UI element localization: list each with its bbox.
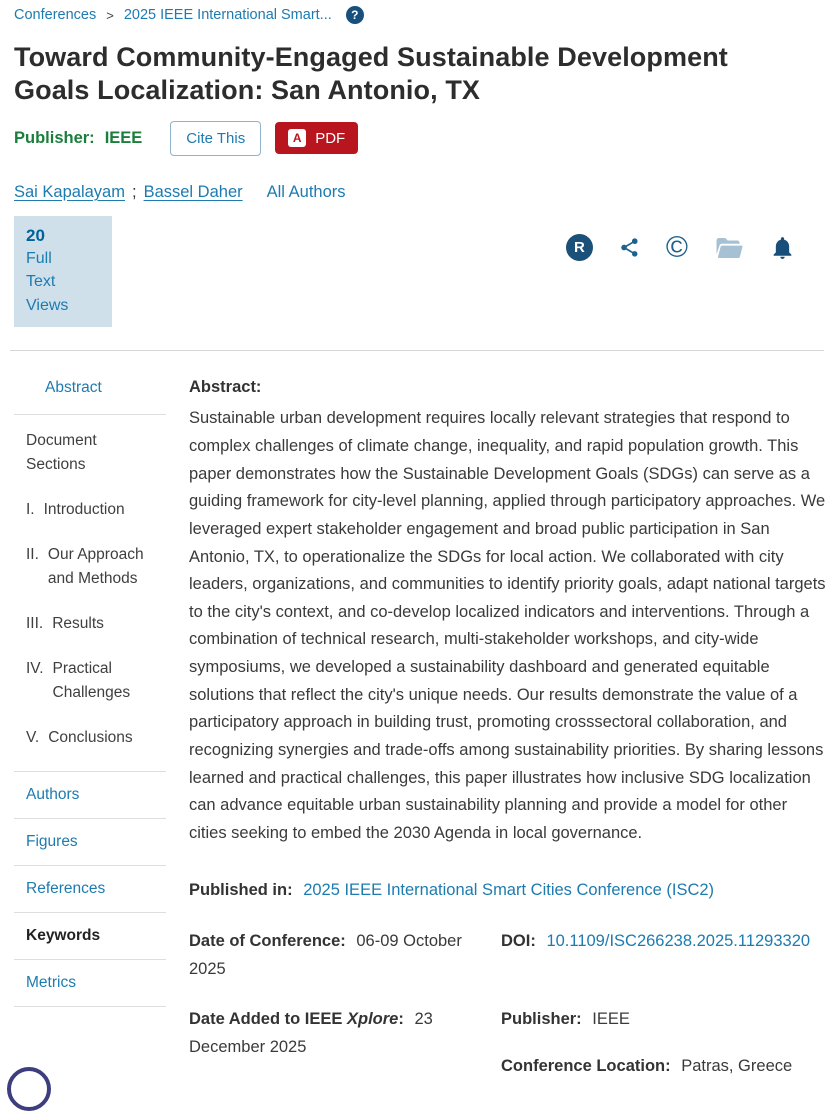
document-main xyxy=(14,351,826,1080)
document-sidebar xyxy=(14,351,166,1080)
bell-icon[interactable] xyxy=(770,235,795,260)
author-link-1[interactable]: Sai Kapalayam xyxy=(14,182,125,201)
section-label: Our Approach and Methods xyxy=(47,545,144,587)
publisher-bar xyxy=(14,121,819,156)
document-action-icons xyxy=(566,230,795,264)
pdf-icon: A xyxy=(288,129,306,147)
page-title: Toward Community-Engaged Sustainable Development Goals Localization: San Antonio, TX xyxy=(14,42,728,105)
date-added-value: 23 December 2025 xyxy=(189,1010,433,1056)
cite-this-button[interactable]: Cite This xyxy=(170,121,261,156)
full-text-views-count: 20 xyxy=(26,225,45,245)
document-sections-heading: Document Sections xyxy=(26,432,97,473)
sidebar-section-introduction[interactable] xyxy=(26,498,166,522)
copyright-icon[interactable]: © xyxy=(665,230,688,264)
folder-icon[interactable] xyxy=(714,233,744,263)
publisher-location-stack xyxy=(501,1006,829,1080)
sidebar-section-our-approach-and-methods[interactable] xyxy=(26,543,166,591)
abstract-heading: Abstract: xyxy=(189,378,262,397)
sidebar-item-abstract-wrap xyxy=(14,351,166,415)
sidebar-item-abstract[interactable]: Abstract xyxy=(45,379,102,397)
conference-location-value: Patras, Greece xyxy=(681,1056,793,1075)
sidebar-item-metrics[interactable]: Metrics xyxy=(14,960,166,1007)
doi-label: DOI: xyxy=(501,932,536,951)
section-numeral: II. xyxy=(26,545,39,563)
breadcrumb-current-link[interactable]: 2025 IEEE International Smart... xyxy=(123,7,332,23)
conference-location-label: Conference Location: xyxy=(501,1056,671,1075)
pdf-button-label: PDF xyxy=(315,129,346,147)
full-text-views-stat xyxy=(14,216,112,328)
full-text-views-label-line1: Full xyxy=(26,249,52,267)
breadcrumb-separator-icon: > xyxy=(106,7,114,23)
section-label: Results xyxy=(52,614,104,632)
date-of-conference-row xyxy=(189,928,501,983)
published-in-row xyxy=(189,881,829,900)
sidebar-item-keywords[interactable]: Keywords xyxy=(14,913,166,960)
publisher-value: IEEE xyxy=(104,128,143,147)
document-content xyxy=(166,351,829,1080)
section-numeral: IV. xyxy=(26,659,44,677)
author-link-2[interactable]: Bassel Daher xyxy=(143,182,243,201)
sidebar-section-results[interactable] xyxy=(26,612,166,636)
publisher-label: Publisher: xyxy=(14,128,95,147)
section-numeral: III. xyxy=(26,614,44,632)
full-text-views-label-line2: Text Views xyxy=(26,273,69,314)
date-of-conference-value: 06-09 October 2025 xyxy=(189,932,462,978)
abstract-text: Sustainable urban development requires locally relevant strategies that respond to complex challenges of climate change, inequality, and rapid population growth. This paper demonstrates how the Sustainable Development Goals (SDGs) can serve as a guiding framework for city-level planning, applied through participatory approaches. We leveraged expert stakeholder engagement and broad public participation in San Antonio, TX, to operationalize the SDGs for local action. We collaborated with city leaders, organizations, and communities to identify priority goals, adapt national targets to the city's context, and co-develop localized indicators and interventions. Through a combination of technical research, multi-stakeholder workshops, and city-wide symposiums, we developed a sustainability dashboard and generated equitable solutions that reflect the city's unique needs. Our results demonstrate the value of a participatory approach in building trust, promoting crosssectoral collaboration, and recognizing synergies and trade-offs among sustainability priorities. By sharing lessons learned and practical challenges, this paper illustrates how inclusive SDG localization can advance equitable urban sustainability planning and provide a model for other cities seeking to embed the 2030 Agenda in local governance. xyxy=(189,409,826,842)
rights-and-permissions-icon[interactable]: R xyxy=(566,234,593,261)
share-icon[interactable] xyxy=(619,237,640,258)
published-in-link[interactable]: 2025 IEEE International Smart Cities Conference (ISC2) xyxy=(303,881,715,900)
authors-row xyxy=(14,183,819,202)
document-metadata xyxy=(189,928,829,1080)
section-label: Conclusions xyxy=(48,728,133,746)
section-numeral: V. xyxy=(26,728,40,746)
help-icon[interactable]: ? xyxy=(346,6,364,24)
sidebar-item-authors[interactable]: Authors xyxy=(14,772,166,819)
author-separator: ; xyxy=(131,182,137,201)
all-authors-link[interactable]: All Authors xyxy=(266,182,346,201)
stats-and-actions-row xyxy=(14,216,819,328)
breadcrumb xyxy=(14,6,819,24)
date-of-conference-label: Date of Conference: xyxy=(189,932,346,951)
sidebar-links xyxy=(14,771,166,1007)
pdf-button[interactable] xyxy=(275,122,358,154)
date-added-row xyxy=(189,1006,501,1080)
publisher-meta-label: Publisher: xyxy=(501,1010,582,1029)
published-in-label: Published in: xyxy=(189,881,293,900)
sidebar-item-figures[interactable]: Figures xyxy=(14,819,166,866)
publisher-row xyxy=(501,1006,829,1033)
section-label: Practical Challenges xyxy=(52,659,131,701)
doi-row xyxy=(501,928,829,983)
section-label: Introduction xyxy=(43,500,125,518)
breadcrumb-conferences-link[interactable]: Conferences xyxy=(14,7,97,23)
sidebar-section-practical-challenges[interactable] xyxy=(26,657,166,705)
doi-link[interactable]: 10.1109/ISC266238.2025.11293320 xyxy=(546,932,811,951)
conference-location-row xyxy=(501,1053,829,1080)
feedback-widget-icon[interactable] xyxy=(7,1067,51,1111)
section-numeral: I. xyxy=(26,500,35,518)
date-added-label: Date Added to IEEE Xplore: xyxy=(189,1010,404,1029)
document-sections-list xyxy=(26,498,166,750)
sidebar-section-conclusions[interactable] xyxy=(26,726,166,750)
sidebar-item-references[interactable]: References xyxy=(14,866,166,913)
publisher-meta-value: IEEE xyxy=(592,1010,630,1029)
